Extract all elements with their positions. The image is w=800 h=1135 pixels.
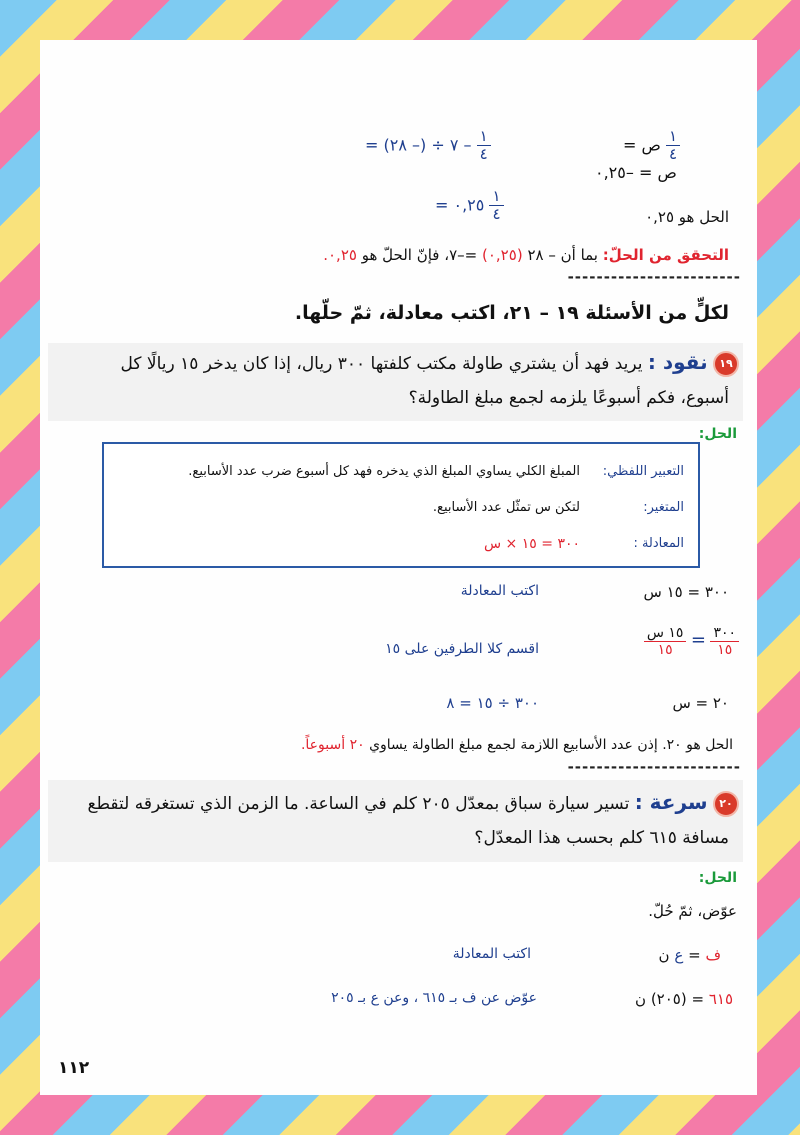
equation-label: المعادلة :	[633, 536, 684, 551]
top-row2-right: ص = –٠,٢٥	[595, 163, 677, 182]
fraction: $\frac{\text{١٥ س}}{١٥}$	[644, 625, 687, 658]
var-a: ع	[674, 946, 684, 964]
top-row1-right	[623, 128, 680, 164]
variable-text: لتكن س تمثّل عدد الأسابيع.	[432, 500, 580, 515]
check-text-red: (٠,٢٥)	[482, 246, 523, 264]
conclusion	[301, 737, 733, 753]
q20-step1	[659, 946, 721, 964]
value-615: ٦١٥	[708, 990, 733, 1008]
divider: ------------------------	[567, 268, 741, 286]
question-text-line1: يريد فهد أن يشتري طاولة مكتب كلفتها ٣٠٠ ريال، إذا كان يدخر ١٥ ريالًا كل	[120, 354, 643, 374]
question-number-badge: ١٩	[713, 351, 739, 377]
step2-note: اقسم كلا الطرفين على ١٥	[385, 641, 539, 657]
verbal-label: التعبير اللفظي:	[602, 464, 684, 479]
check-label: التحقق من الحلّ:	[602, 246, 729, 264]
question-19-line1	[121, 350, 739, 377]
variable-label: المتغير:	[643, 500, 684, 515]
expression: – ٧ ÷ (– ٢٨) =	[365, 135, 472, 155]
equals-sign: =	[688, 946, 701, 964]
fraction: $\frac{١}{٤}$	[666, 128, 680, 164]
step2-equation	[644, 625, 739, 658]
step1-note: اكتب المعادلة	[460, 583, 539, 599]
equals-sign: =	[690, 629, 706, 651]
check-value: ٠,٢٥.	[323, 246, 357, 264]
fraction: $\frac{٣٠٠}{١٥}$	[710, 625, 739, 658]
verbal-text: المبلغ الكلي يساوي المبلغ الذي يدخره فهد كل أسبوع ضرب عدد الأسابيع.	[188, 464, 580, 479]
var-n: ن	[658, 946, 670, 964]
var-f: ف	[705, 946, 721, 964]
fraction: $\frac{١}{٤}$	[489, 188, 503, 224]
question-19-line2: أسبوع، فكم أسبوعًا يلزمه لجمع مبلغ الطاولة؟	[408, 388, 729, 408]
value: ٠,٢٥ =	[435, 195, 485, 215]
step1-equation: ٣٠٠ = ١٥ س	[643, 583, 729, 601]
check-text-1: بما أن – ٢٨	[527, 246, 598, 264]
step3-equation: ٢٠ = س	[672, 694, 729, 712]
conclusion-answer: ٢٠ أسبوعاً.	[300, 737, 365, 753]
step3-note: ٣٠٠ ÷ ١٥ = ٨	[446, 694, 539, 712]
q20-step1-note: اكتب المعادلة	[452, 946, 531, 962]
fraction: $\frac{١}{٤}$	[477, 128, 491, 164]
question-20-line1	[87, 790, 739, 817]
page-number: ١١٢	[58, 1058, 90, 1078]
variable-label: ص =	[623, 135, 661, 155]
question-title: نقود :	[647, 350, 708, 374]
question-text-line1: تسير سيارة سباق بمعدّل ٢٠٥ كلم في الساعة. ما الزمن الذي تستغرقه لتقطع	[87, 794, 630, 814]
expression: = (٢٠٥) ن	[635, 990, 705, 1008]
solution-label: الحل:	[698, 426, 737, 442]
check-text-2: =–٧، فإنّ الحلّ هو	[361, 246, 478, 264]
top-row2-left	[435, 188, 504, 224]
conclusion-text: الحل هو ٢٠. إذن عدد الأسابيع اللازمة لجمع مبلغ الطاولة يساوي	[369, 737, 733, 753]
equation-box	[102, 442, 700, 568]
divider: ------------------------	[567, 758, 741, 776]
question-20-line2: مسافة ٦١٥ كلم بحسب هذا المعدّل؟	[474, 828, 729, 848]
check-line	[323, 246, 729, 264]
question-title: سرعة :	[634, 790, 708, 814]
solution-label: الحل:	[698, 870, 737, 886]
textbook-page	[40, 40, 757, 1095]
equation-text: ٣٠٠ = ١٥ × س	[484, 536, 580, 552]
question-number-badge: ٢٠	[713, 791, 739, 817]
top-row1-left	[365, 128, 491, 164]
q20-step2	[635, 990, 733, 1008]
section-heading: لكلٍّ من الأسئلة ١٩ – ٢١، اكتب معادلة، ثمّ حلّها.	[294, 302, 729, 324]
solution-line: الحل هو ٠,٢٥	[645, 208, 729, 226]
instruction: عوّض، ثمّ حُلّ.	[648, 902, 737, 920]
q20-step2-note: عوّض عن ف بـ ٦١٥ ، وعن ع بـ ٢٠٥	[331, 990, 537, 1006]
